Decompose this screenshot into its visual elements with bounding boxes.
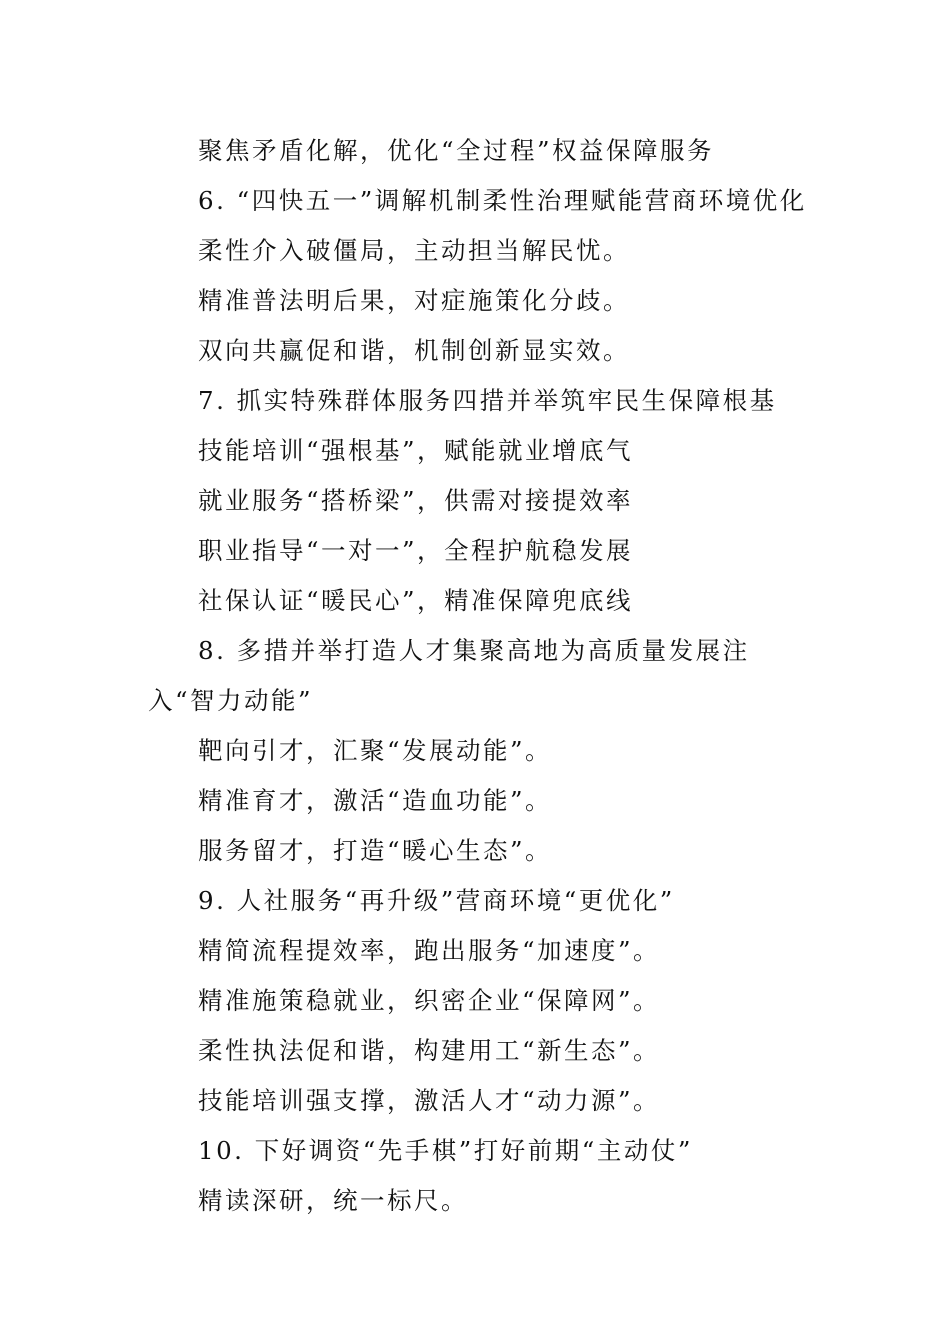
paragraph: 双向共赢促和谐，机制创新显实效。 bbox=[198, 336, 630, 365]
paragraph: 就业服务“搭桥梁”，供需对接提效率 bbox=[198, 486, 634, 515]
paragraph: 技能培训“强根基”，赋能就业增底气 bbox=[198, 436, 634, 465]
paragraph: 柔性介入破僵局，主动担当解民忧。 bbox=[198, 236, 630, 265]
paragraph: 靶向引才，汇聚“发展动能”。 bbox=[198, 736, 553, 765]
paragraph: 精读深研，统一标尺。 bbox=[198, 1186, 468, 1215]
paragraph: 技能培训强支撑，激活人才“动力源”。 bbox=[198, 1086, 661, 1115]
section-heading: 10. 下好调资“先手棋”打好前期“主动仗” bbox=[198, 1136, 693, 1165]
section-heading: 7. 抓实特殊群体服务四措并举筑牢民生保障根基 bbox=[198, 386, 777, 415]
paragraph: 服务留才，打造“暖心生态”。 bbox=[198, 836, 553, 865]
paragraph: 精准施策稳就业，织密企业“保障网”。 bbox=[198, 986, 661, 1015]
paragraph: 社保认证“暖民心”，精准保障兜底线 bbox=[198, 586, 634, 615]
document-body bbox=[148, 126, 813, 1226]
paragraph: 精准育才，激活“造血功能”。 bbox=[198, 786, 553, 815]
section-heading: 9. 人社服务“再升级”营商环境“更优化” bbox=[198, 886, 675, 915]
paragraph: 聚焦矛盾化解，优化“全过程”权益保障服务 bbox=[198, 136, 715, 165]
section-heading: 8. 多措并举打造人才集聚高地为高质量发展注入“智力动能” bbox=[148, 636, 750, 715]
paragraph: 柔性执法促和谐，构建用工“新生态”。 bbox=[198, 1036, 661, 1065]
paragraph: 精准普法明后果，对症施策化分歧。 bbox=[198, 286, 630, 315]
paragraph: 精简流程提效率，跑出服务“加速度”。 bbox=[198, 936, 661, 965]
paragraph: 职业指导“一对一”，全程护航稳发展 bbox=[198, 536, 634, 565]
section-heading: 6. “四快五一”调解机制柔性治理赋能营商环境优化 bbox=[198, 186, 807, 215]
